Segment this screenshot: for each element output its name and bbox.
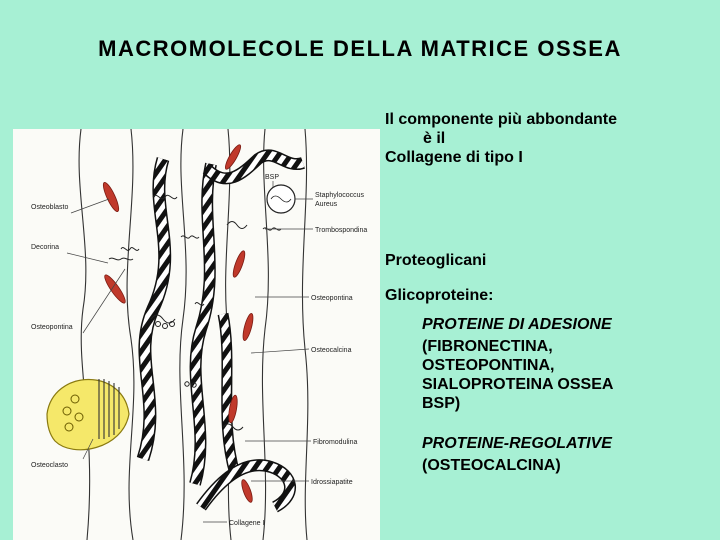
staphylococcus-aureus (267, 185, 295, 213)
label-fibromodulina: Fibromodulina (313, 439, 358, 446)
intro-text (385, 110, 617, 167)
matrix-diagram (13, 129, 380, 540)
label-aureus: Aureus (315, 201, 338, 208)
item-glicoproteine: Glicoproteine: (385, 287, 494, 304)
intro-line-3: Collagene di tipo I (385, 149, 523, 166)
adesione-item-3: SIALOPROTEINA OSSEA (422, 376, 614, 393)
adesione-item-2: OSTEOPONTINA, (422, 357, 555, 374)
regolative-title: PROTEINE-REGOLATIVE (422, 435, 612, 452)
label-osteoblasto: Osteoblasto (31, 204, 69, 211)
label-osteoclasto: Osteoclasto (31, 462, 68, 469)
regolative-item: (OSTEOCALCINA) (422, 457, 561, 474)
intro-line-1: Il componente più abbondante (385, 111, 617, 128)
adesione-item-1: (FIBRONECTINA, (422, 338, 553, 355)
item-proteoglicani: Proteoglicani (385, 252, 487, 269)
label-staphylococcus: Staphylococcus (315, 192, 365, 199)
label-decorina: Decorina (31, 244, 60, 251)
label-osteopontina-left: Osteopontina (31, 324, 73, 331)
adesione-block (422, 315, 613, 413)
intro-line-2: è il (423, 130, 446, 147)
label-trombospondina: Trombospondina (315, 227, 368, 234)
regolative-block (422, 434, 612, 475)
label-osteocalcina: Osteocalcina (311, 347, 352, 354)
matrix-diagram-svg (13, 129, 380, 540)
label-collagene: Collagene I (229, 520, 265, 527)
adesione-title: PROTEINE DI ADESIONE (422, 316, 612, 333)
osteoclast (47, 379, 129, 450)
label-osteopontina-right: Osteopontina (311, 295, 353, 302)
label-bsp: BSP (265, 174, 280, 181)
slide-title: MACROMOLECOLE DELLA MATRICE OSSEA (98, 36, 622, 61)
label-idrossiapatite: Idrossiapatite (311, 479, 353, 486)
adesione-item-4: BSP) (422, 395, 461, 412)
